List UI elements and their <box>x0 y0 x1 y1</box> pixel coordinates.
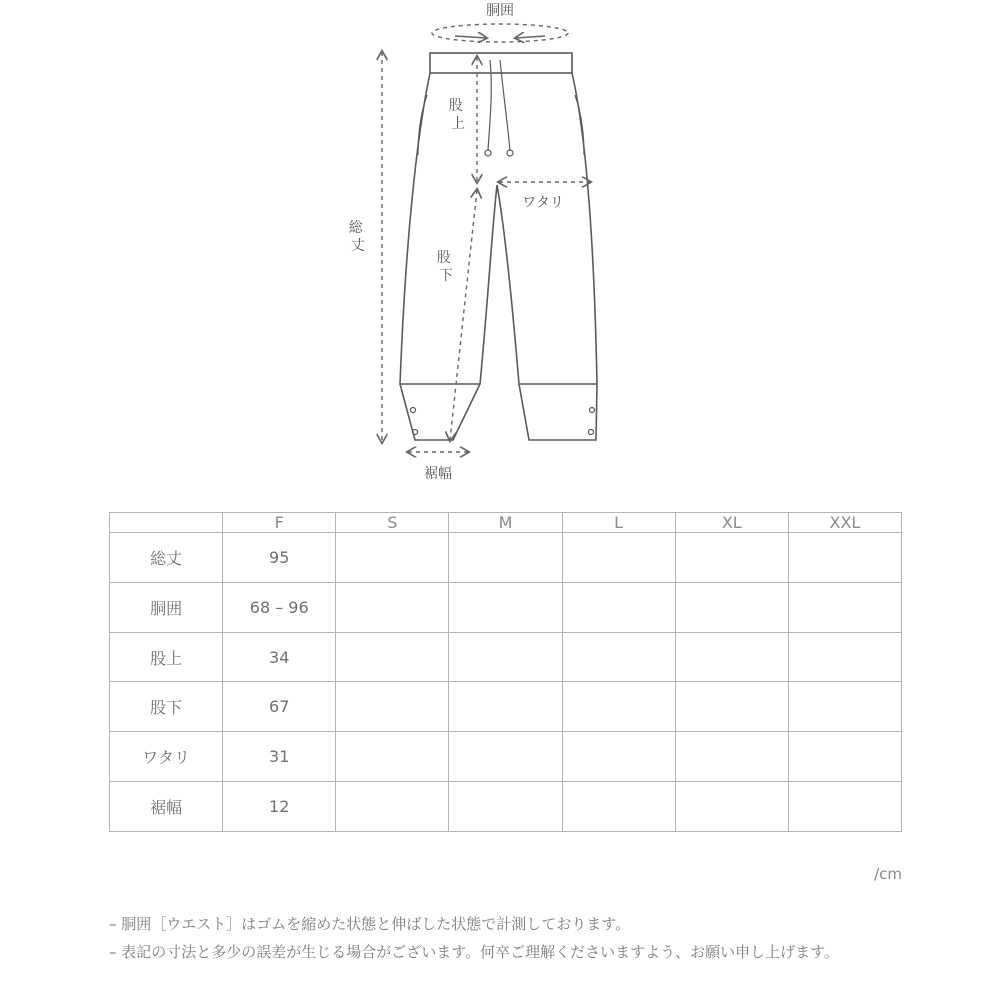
cord-end-right <box>507 150 513 156</box>
row-label: 胴囲 <box>110 582 223 632</box>
pants-body <box>400 73 597 440</box>
table-cell: 68 – 96 <box>223 582 336 632</box>
left-pocket <box>418 95 427 155</box>
table-cell <box>449 732 562 782</box>
table-cell <box>562 632 675 682</box>
table-row <box>110 682 902 732</box>
table-row <box>110 632 902 682</box>
label-waist: 胴囲 <box>486 3 514 19</box>
inseam-measure-line <box>450 190 477 440</box>
table-header-row <box>110 513 902 533</box>
table-header-cell: M <box>449 513 562 533</box>
table-cell: 67 <box>223 682 336 732</box>
table-cell <box>675 732 788 782</box>
table-cell <box>449 533 562 583</box>
table-cell <box>788 582 901 632</box>
measurement-note: – 胴囲［ウエスト］はゴムを縮めた状態と伸ばした状態で計測しております。 <box>109 915 631 933</box>
row-label: 総丈 <box>110 533 223 583</box>
table-cell <box>675 632 788 682</box>
row-label: ワタリ <box>110 732 223 782</box>
table-cell <box>449 682 562 732</box>
table-header-cell: XL <box>675 513 788 533</box>
row-label: 股上 <box>110 632 223 682</box>
table-header-cell <box>110 513 223 533</box>
table-cell <box>336 582 449 632</box>
table-cell <box>449 582 562 632</box>
pants-outline <box>400 53 597 440</box>
right-snap-bottom <box>589 430 594 435</box>
label-rise-char-1: 股 <box>448 98 463 114</box>
table-cell <box>562 533 675 583</box>
label-total-length-char-1: 総 <box>348 220 363 236</box>
table-cell <box>562 682 675 732</box>
size-table <box>109 512 902 832</box>
row-label: 股下 <box>110 682 223 732</box>
table-cell <box>675 682 788 732</box>
label-inseam-char-1: 股 <box>436 250 451 266</box>
right-pocket <box>575 95 584 155</box>
table-row <box>110 533 902 583</box>
table-cell <box>336 732 449 782</box>
table-cell: 95 <box>223 533 336 583</box>
table-cell <box>788 732 901 782</box>
waist-arrow-left <box>455 36 486 38</box>
table-cell: 31 <box>223 732 336 782</box>
table-cell <box>336 533 449 583</box>
table-cell <box>788 782 901 832</box>
table-cell <box>788 682 901 732</box>
label-hem: 裾幅 <box>424 466 452 482</box>
unit-label: /cm <box>874 865 902 883</box>
table-cell <box>562 732 675 782</box>
table-cell <box>449 782 562 832</box>
table-cell <box>336 632 449 682</box>
table-cell: 34 <box>223 632 336 682</box>
table-header-cell: S <box>336 513 449 533</box>
waist-measure-line <box>432 24 568 42</box>
right-snap-top <box>590 408 595 413</box>
table-row <box>110 732 902 782</box>
table-row <box>110 582 902 632</box>
label-thigh: ワタリ <box>522 195 564 211</box>
table-cell: 12 <box>223 782 336 832</box>
table-cell <box>675 582 788 632</box>
label-inseam <box>437 250 455 284</box>
table-header-cell: F <box>223 513 336 533</box>
table-cell <box>336 782 449 832</box>
table-cell <box>562 582 675 632</box>
table-cell <box>336 682 449 732</box>
label-total-length-char-2: 丈 <box>351 238 365 254</box>
table-cell <box>788 632 901 682</box>
table-cell <box>675 533 788 583</box>
label-total-length <box>349 220 367 254</box>
table-header-cell: L <box>562 513 675 533</box>
cord-end-left <box>485 150 491 156</box>
row-label: 裾幅 <box>110 782 223 832</box>
table-row <box>110 782 902 832</box>
pants-measurement-diagram <box>0 0 1000 490</box>
table-header-cell: XXL <box>788 513 901 533</box>
table-cell <box>788 533 901 583</box>
left-snap-top <box>411 408 416 413</box>
table-cell <box>449 632 562 682</box>
label-rise <box>449 98 467 132</box>
waist-arrow-right <box>516 36 545 38</box>
tolerance-note: – 表記の寸法と多少の誤差が生じる場合がございます。何卒ご理解くださいますよう、お願い申し上げます。 <box>109 943 839 961</box>
table-cell <box>675 782 788 832</box>
label-inseam-char-2: 下 <box>439 268 453 284</box>
label-rise-char-2: 上 <box>451 116 465 132</box>
table-cell <box>562 782 675 832</box>
